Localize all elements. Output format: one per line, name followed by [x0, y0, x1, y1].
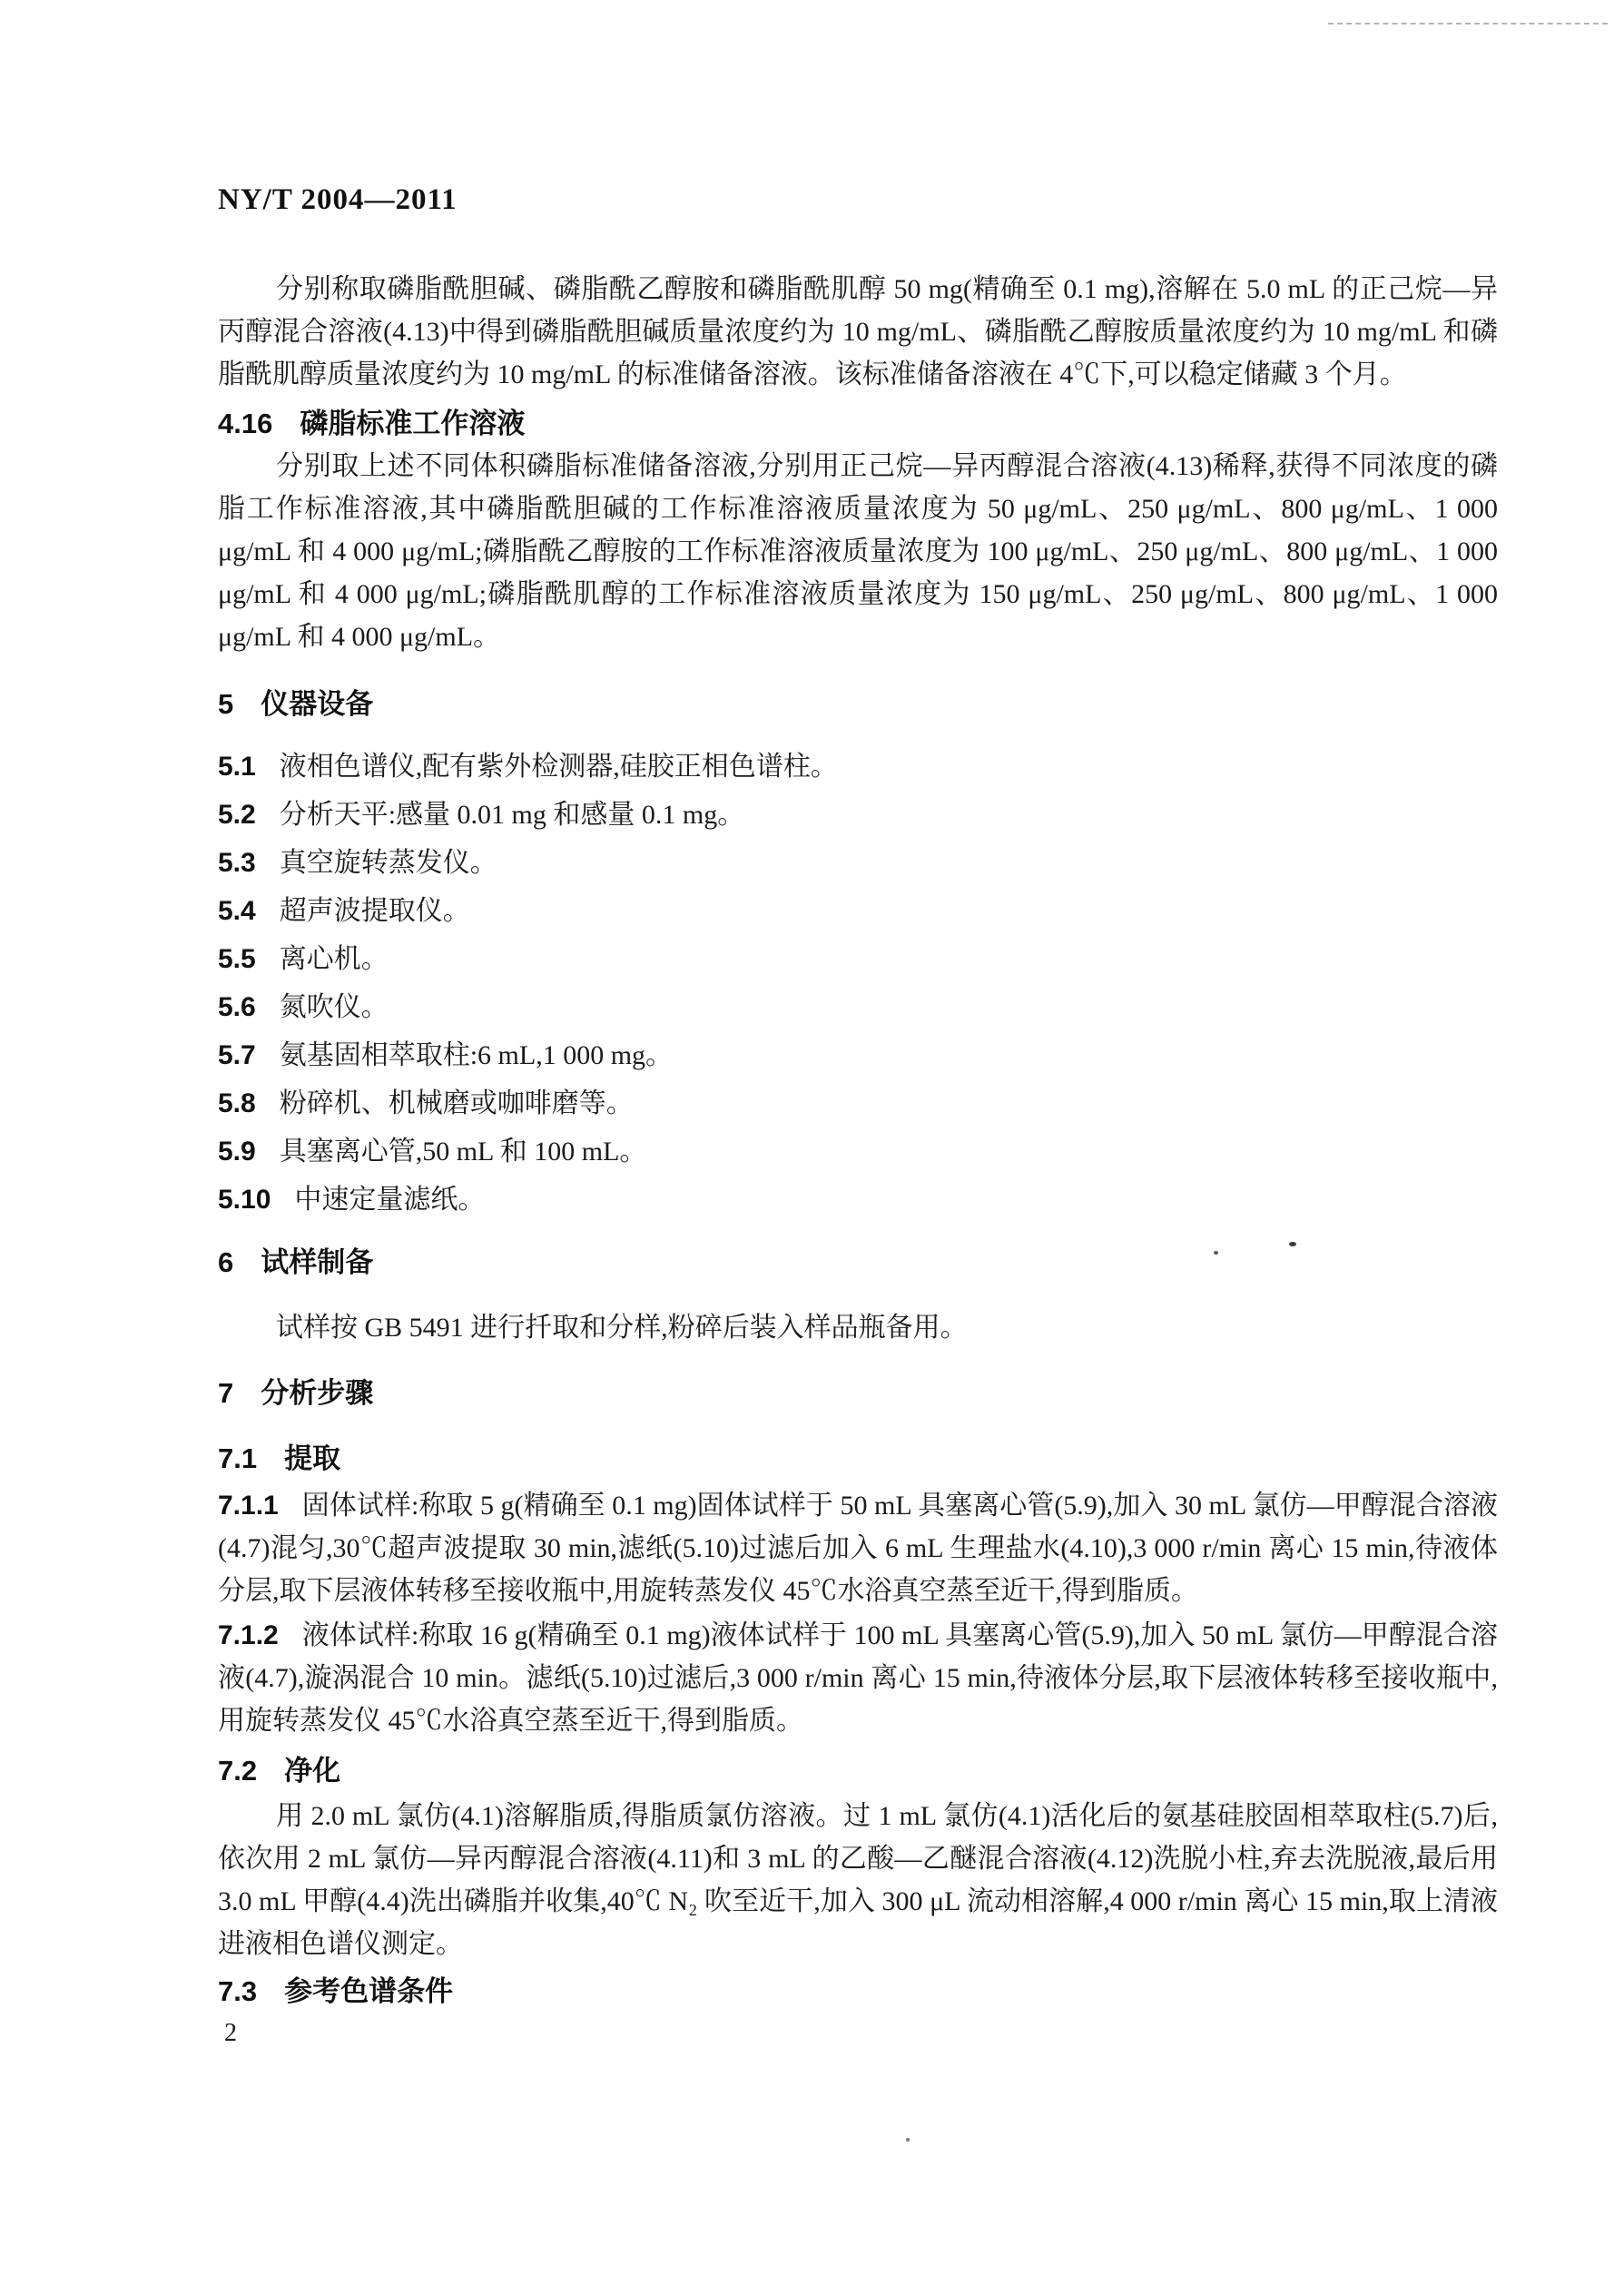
item-number: 5.3 [218, 848, 256, 878]
heading-6 [218, 1241, 1498, 1284]
heading-7-2 [218, 1749, 1498, 1792]
scan-artifact-line [1328, 23, 1608, 25]
heading-title: 净化 [284, 1755, 341, 1787]
page-content [0, 183, 1624, 2052]
paragraph-working-solution: 分别取上述不同体积磷脂标准储备溶液,分别用正己烷—异丙醇混合溶液(4.13)稀释,获得不同浓度的磷脂工作标准溶液,其中磷脂酰胆碱的工作标准溶液质量浓度为 50 μg/mL、250 μg/mL、800 μg/mL、1 000 μg/mL 和 4 000 μg/mL;磷脂酰乙醇胺的工作标准溶液质量浓度为 100 μg/mL、250 μg/mL、800 μg/mL、1 000 μg/mL 和 4 000 μg/mL;磷脂酰肌醇的工作标准溶液质量浓度为 150 μg/mL、250 μg/mL、800 μg/mL、1 000 μg/mL 和 4 000 μg/mL。 [218, 451, 1498, 652]
item-number: 5.10 [218, 1185, 271, 1215]
item-5-2 [218, 793, 1498, 836]
heading-4-16 [218, 402, 1498, 445]
heading-title: 提取 [284, 1442, 341, 1474]
item-5-10 [218, 1178, 1498, 1221]
item-5-4 [218, 890, 1498, 932]
item-text: 固体试样:称取 5 g(精确至 0.1 mg)固体试样于 50 mL 具塞离心管(5.9),加入 30 mL 氯仿—甲醇混合溶液(4.7)混匀,30℃超声波提取 30 min,滤纸(5.10)过滤后加入 6 mL 生理盐水(4.10),3 000 r/min 离心 15 min,待液体分层,取下层液体转移至接收瓶中,用旋转蒸发仪 45℃水浴真空蒸至近干,得到脂质。 [218, 1491, 1498, 1606]
item-number: 5.1 [218, 752, 256, 782]
item-number: 5.9 [218, 1137, 256, 1167]
heading-number: 7.3 [218, 1975, 258, 2007]
item-5-6 [218, 986, 1498, 1029]
item-5-1 [218, 745, 1498, 788]
heading-7 [218, 1372, 1498, 1414]
paragraph-sample-prep: 试样按 GB 5491 进行扦取和分样,粉碎后装入样品瓶备用。 [276, 1313, 968, 1343]
item-7-1-1 [218, 1484, 1498, 1612]
item-5-3 [218, 842, 1498, 884]
item-number: 7.1.2 [218, 1620, 279, 1650]
heading-number: 7 [218, 1377, 234, 1409]
heading-7-1 [218, 1437, 1498, 1480]
item-5-9 [218, 1130, 1498, 1173]
item-number: 5.7 [218, 1040, 256, 1070]
heading-title: 参考色谱条件 [284, 1975, 454, 2007]
item-7-1-2 [218, 1614, 1498, 1742]
item-text: 具塞离心管,50 mL 和 100 mL。 [279, 1137, 647, 1167]
heading-number: 4.16 [218, 408, 273, 439]
standard-code-header: NY/T 2004—2011 [218, 183, 458, 216]
scan-speck [1214, 1251, 1218, 1255]
item-5-5 [218, 938, 1498, 980]
heading-title: 试样制备 [261, 1246, 374, 1278]
item-5-8 [218, 1082, 1498, 1125]
item-number: 5.8 [218, 1088, 256, 1118]
item-number: 5.5 [218, 944, 256, 974]
page-number: 2 [224, 2019, 237, 2047]
item-5-7 [218, 1034, 1498, 1077]
item-text: 氮吹仪。 [279, 992, 389, 1022]
item-text: 液体试样:称取 16 g(精确至 0.1 mg)液体试样于 100 mL 具塞离心管(5.9),加入 50 mL 氯仿—甲醇混合溶液(4.7),漩涡混合 10 min。滤纸(5.10)过滤后,3 000 r/min 离心 15 min,待液体分层,取下层液体转移至接收瓶中,用旋转蒸发仪 45℃水浴真空蒸至近干,得到脂质。 [218, 1620, 1498, 1736]
heading-number: 5 [218, 688, 234, 720]
item-text: 真空旋转蒸发仪。 [279, 848, 497, 878]
heading-title: 磷脂标准工作溶液 [300, 408, 526, 439]
item-text: 粉碎机、机械磨或咖啡磨等。 [279, 1088, 634, 1118]
heading-number: 6 [218, 1246, 234, 1278]
item-text: 超声波提取仪。 [279, 896, 470, 926]
item-text: 分析天平:感量 0.01 mg 和感量 0.1 mg。 [279, 800, 745, 830]
item-text: 中速定量滤纸。 [294, 1185, 486, 1215]
scan-speck [906, 2138, 910, 2141]
heading-number: 7.2 [218, 1755, 258, 1787]
heading-number: 7.1 [218, 1442, 258, 1474]
heading-title: 分析步骤 [261, 1377, 374, 1409]
heading-title: 仪器设备 [261, 688, 374, 720]
paragraph-purification: 用 2.0 mL 氯仿(4.1)溶解脂质,得脂质氯仿溶液。过 1 mL 氯仿(4.1)活化后的氨基硅胶固相萃取柱(5.7)后,依次用 2 mL 氯仿—异丙醇混合溶液(4.11)和 3 mL 的乙酸—乙醚混合溶液(4.12)洗脱小柱,弃去洗脱液,最后用 3.0 mL 甲醇(4.4)洗出磷脂并收集,40℃ N₂ 吹至近干,加入 300 μL 流动相溶解,4 000 r/min 离心 15 min,取上清液进液相色谱仪测定。 [218, 1801, 1498, 1959]
item-text: 氨基固相萃取柱:6 mL,1 000 mg。 [279, 1040, 674, 1070]
heading-7-3 [218, 1970, 1498, 2013]
scan-speck [1289, 1242, 1296, 1246]
item-number: 7.1.1 [218, 1491, 279, 1521]
item-number: 5.6 [218, 992, 256, 1022]
item-number: 5.2 [218, 800, 256, 830]
heading-5 [218, 683, 1498, 725]
item-text: 离心机。 [279, 944, 389, 974]
item-number: 5.4 [218, 896, 256, 926]
item-text: 液相色谱仪,配有紫外检测器,硅胶正相色谱柱。 [279, 752, 838, 782]
paragraph-stock-solution: 分别称取磷脂酰胆碱、磷脂酰乙醇胺和磷脂酰肌醇 50 mg(精确至 0.1 mg),溶解在 5.0 mL 的正己烷—异丙醇混合溶液(4.13)中得到磷脂酰胆碱质量浓度约为 10 mg/mL、磷脂酰乙醇胺质量浓度约为 10 mg/mL 和磷脂酰肌醇质量浓度约为 10 mg/mL 的标准储备溶液。该标准储备溶液在 4℃下,可以稳定储藏 3 个月。 [218, 274, 1498, 389]
